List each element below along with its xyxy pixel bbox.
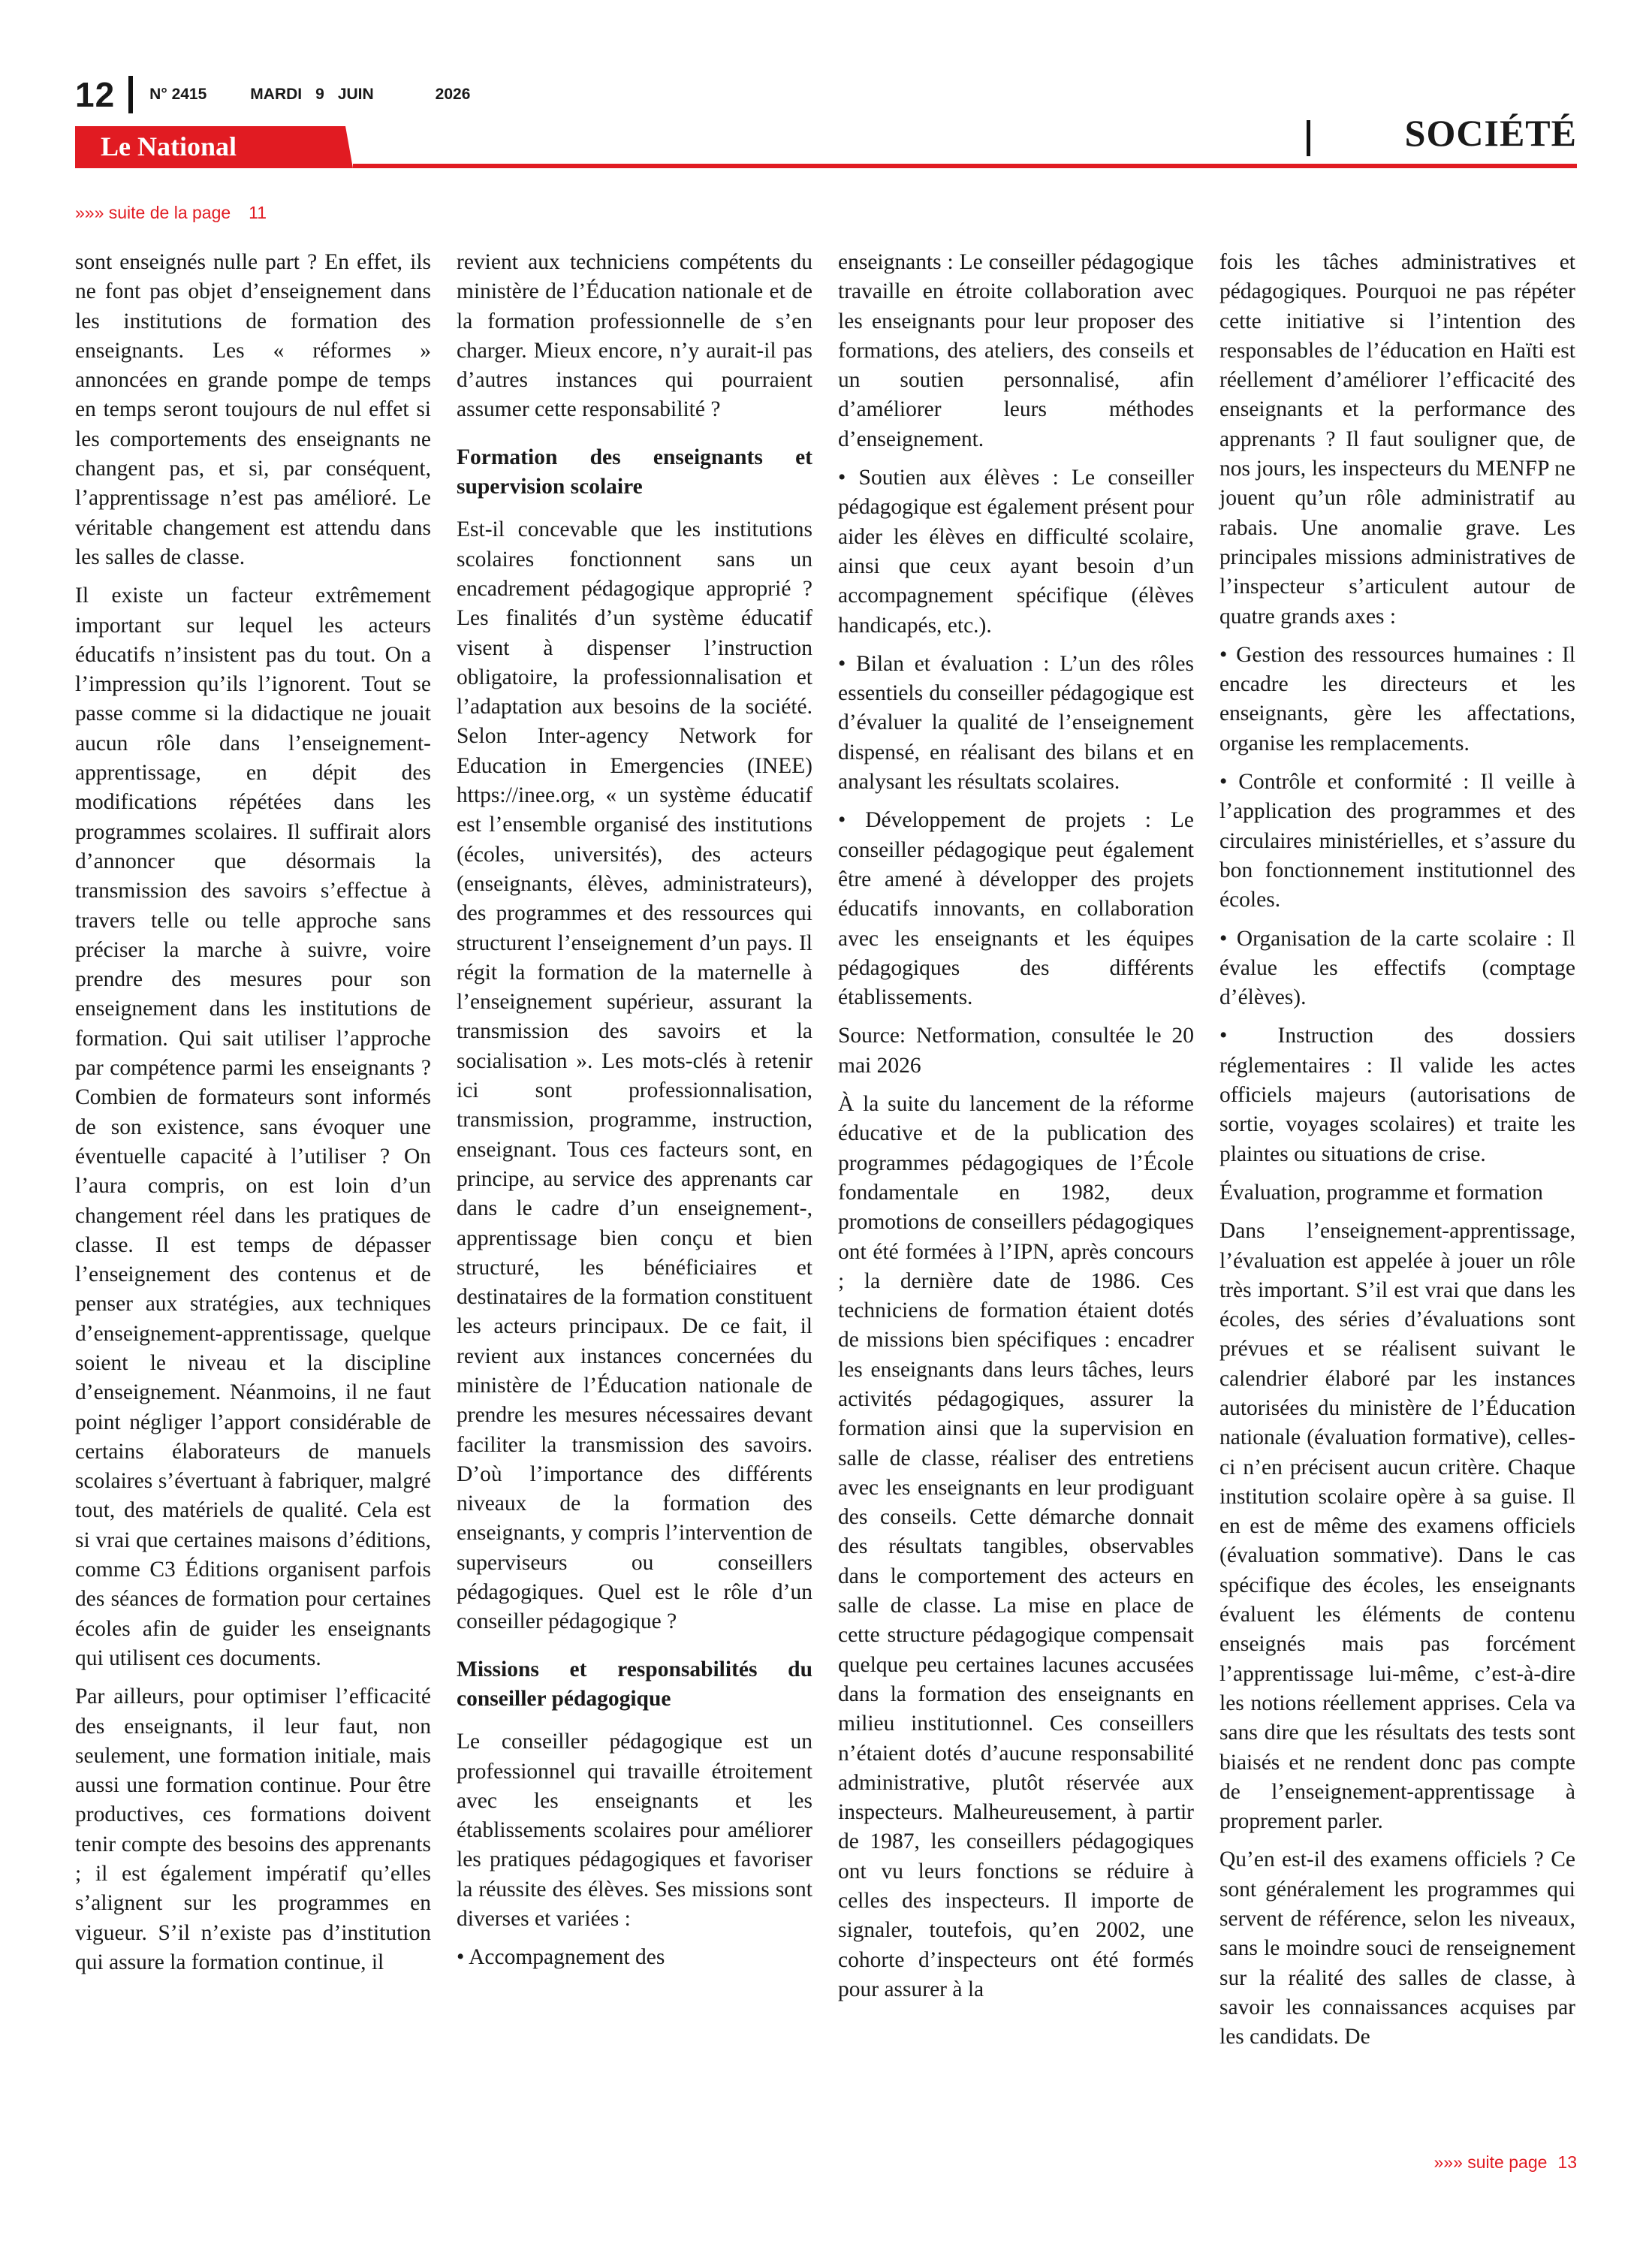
continued-to-label: »»» suite page	[1433, 2152, 1548, 2172]
paragraph: Par ailleurs, pour optimiser l’efficacité des enseignants, il leur faut, non seulement, une formation initiale, mais aussi une formation continue. Pour être productives, ces formations doivent tenir compte des besoins des apprenants ; il est également impératif qu’elles s’alignent sur les programmes en vigueur. S’il n’existe pas d’institution qui assure la formation continue, il	[75, 1684, 431, 1974]
masthead-info	[75, 72, 470, 117]
paragraph: Évaluation, programme et formation	[1219, 1180, 1543, 1205]
bullet-item: • Bilan et évaluation : L’un des rôles essentiels du conseiller pédagogique est d’évaluer la qualité de l’enseignement dispensé, en réalisant des bilans et en analysant les résultats scolaires.	[838, 651, 1194, 795]
paragraph: Il existe un facteur extrêmement important sur lequel les acteurs éducatifs n’insistent pas du tout. On a l’impression qu’ils l’ignorent. Tout se passe comme si la didactique ne jouait aucun rôle dans l’enseignement-apprentissage, en dépit des modifications répétées dans les programmes scolaires. Il suffirait alors d’annoncer que désormais la transmission des savoirs s’effectue à travers telle ou telle approche sans préciser la marche à suivre, voire prendre des mesures pour son enseignement dans les institutions de formation. Qui sait utiliser l’approche par compétence parmi les enseignants ? Combien de formateurs sont informés de son existence, sans évoquer une éventuelle capacité à l’utiliser ? On l’aura compris, on est loin d’un changement réel dans les pratiques de classe. Il est temps de dépasser l’enseignement des contenus et de penser aux stratégies, aux techniques d’enseignement-apprentissage, quelque soient le niveau et la discipline d’enseignement. Néanmoins, il ne faut point négliger l’apport considérable de certains élaborateurs de manuels scolaires s’évertuant à fabriquer, malgré tout, des matériels de qualité. Cela est si vrai que certaines maisons d’éditions, comme C3 Éditions organisent parfois des séances de formation pour certaines écoles afin de guider les enseignants qui utilisent ces documents.	[75, 584, 431, 1670]
page-number: 12	[75, 75, 116, 114]
bullet-item: • Accompagnement des	[457, 1945, 665, 1970]
article-column-2	[457, 248, 812, 1982]
brand-logo: Le National	[101, 131, 237, 161]
bullet-item: • Instruction des dossiers réglementaires : Il valide les actes officiels majeurs (autorisations de sortie, voyages scolaires) et traite les plaintes ou situations de crise.	[1219, 1024, 1575, 1166]
bullet-item: • Organisation de la carte scolaire : Il évalue les effectifs (comptage d’élèves).	[1219, 926, 1575, 1010]
paragraph: Source: Netformation, consultée le 20 mai 2026	[838, 1024, 1194, 1078]
paragraph: fois les tâches administratives et pédagogiques. Pourquoi ne pas répéter cette initiative si l’intention des responsables de l’éducation en Haïti est réellement d’améliorer l’efficacité des enseignants et la performance des apprenants ? Il faut souligner que, de nos jours, les inspecteurs du MENFP ne jouent qu’un rôle administratif au rabais. Une anomalie grave. Les principales missions administratives de l’inspecteur s’articulent autour de quatre grands axes :	[1219, 250, 1575, 629]
article-column-1	[75, 248, 431, 1986]
continued-from	[75, 203, 267, 223]
paragraph: enseignants : Le conseiller pédagogique travaille en étroite collaboration avec les enseignants pour leur proposer des formations, des ateliers, des conseils et un soutien personnalisé, afin d’améliorer leurs méthodes d’enseignement.	[838, 250, 1194, 451]
paragraph: revient aux techniciens compétents du ministère de l’Éducation nationale et de la formation professionnelle de s’en charger. Mieux encore, n’y aurait-il pas d’autres instances qui pourraient assumer cette responsabilité ?	[457, 250, 812, 422]
page-number-divider	[128, 76, 133, 113]
section-title: SOCIÉTÉ	[1404, 112, 1577, 154]
date-month: JUIN	[337, 86, 374, 103]
bullet-item: • Contrôle et conformité : Il veille à l’application des programmes et des circulaires ministérielles, et s’assure du bon fonctionnement institutionnel des écoles.	[1219, 770, 1575, 912]
bullet-item: • Développement de projets : Le conseiller pédagogique peut également être amené à développer des projets éducatifs innovants, en collaboration avec les enseignants et les équipes pédagogiques des différents établissements.	[838, 808, 1194, 1010]
paragraph: Qu’en est-il des examens officiels ? Ce sont généralement les programmes qui servent de référence, selon les niveaux, sans le moindre souci de renseignement sur la réalité des salles de classe, à savoir les connaissances acquises par les candidats. De	[1219, 1847, 1575, 2049]
brand-bar	[75, 126, 1577, 170]
paragraph: sont enseignés nulle part ? En effet, ils ne font pas objet d’enseignement dans les institutions de formation des enseignants. Les « réformes » annoncées en grande pompe de temps en temps seront toujours de nul effet si les comportements des enseignants ne changent pas, et si, par conséquent, l’apprentissage n’est pas amélioré. Le véritable changement est attendu dans les salles de classe.	[75, 250, 431, 569]
paragraph: Dans l’enseignement-apprentissage, l’évaluation est appelée à jouer un rôle très important. S’il est vrai que dans les écoles, des séries d’évaluations sont prévues et se réalisent suivant le calendrier élaboré par les instances autorisées du ministère de l’Éducation nationale (évaluation formative), celles-ci n’en précisent aucun critère. Chaque institution scolaire opère à sa guise. Il en est de même des examens officiels (évaluation sommative). Dans le cas spécifique des écoles, les enseignants évaluent les éléments de contenu enseignés mais pas forcément l’apprentissage lui-même, c’est-à-dire les notions réellement apprises. Cela va sans dire que les résultats des tests sont biaisés et ne rendent donc pas compte de l’enseignement-apprentissage à proprement parler.	[1219, 1219, 1575, 1834]
continued-to	[1434, 2152, 1578, 2173]
article-column-4	[1219, 248, 1575, 2061]
continued-to-page: 13	[1557, 2152, 1577, 2172]
section-divider	[1307, 120, 1310, 156]
article-column-3	[838, 248, 1194, 2013]
brand-rule	[353, 164, 1577, 168]
date-weekday: MARDI	[250, 86, 303, 103]
subheading: Formation des enseignants et supervision scolaire	[457, 445, 812, 499]
paragraph: Le conseiller pédagogique est un professionnel qui travaille étroitement avec les enseignants et les établissements scolaires pour améliorer les pratiques pédagogiques et favoriser la réussite des élèves. Ses missions sont diverses et variées :	[457, 1730, 812, 1932]
paragraph: À la suite du lancement de la réforme éducative et de la publication des programmes pédagogiques de l’École fondamentale en 1982, deux promotions de conseillers pédagogiques ont été formées à l’IPN, après concours ; la dernière date de 1986. Ces techniciens de formation étaient dotés de missions bien spécifiques : encadrer les enseignants dans leurs tâches, leurs activités pédagogiques, assurer la formation ainsi que la supervision en salle de classe, réaliser des entretiens avec les enseignants en leur prodiguant des conseils. Cette démarche donnait des résultats tangibles, observables dans le comportement des acteurs en salle de classe. La mise en place de cette structure pédagogique compensait quelque peu certaines lacunes accusées dans la formation des enseignants en milieu institutionnel. Ces conseillers n’étaient dotés d’aucune responsabilité administrative, plutôt réservée aux inspecteurs. Malheureusement, à partir de 1987, les conseillers pédagogiques ont vu leurs fonctions se réduire à celles des inspecteurs. Il importe de signaler, toutefois, qu’en 2002, une cohorte d’inspecteurs ont été formés pour assurer à la	[838, 1092, 1194, 2001]
continued-from-page: 11	[249, 203, 267, 222]
subheading: Missions et responsabilités du conseiller pédagogique	[457, 1657, 812, 1711]
date-day: 9	[315, 86, 324, 103]
bullet-item: • Soutien aux élèves : Le conseiller pédagogique est également présent pour aider les élèves en difficulté scolaire, ainsi que ceux ayant besoin d’un accompagnement spécifique (élèves handicapés, etc.).	[838, 466, 1194, 638]
bullet-item: • Gestion des ressources humaines : Il encadre les directeurs et les enseignants, gère les affectations, organise les remplacements.	[1219, 642, 1575, 756]
continued-from-label: »»» suite de la page	[75, 203, 231, 222]
paragraph: Est-il concevable que les institutions scolaires fonctionnent sans un encadrement pédagogique approprié ? Les finalités d’un système éducatif visent à dispenser l’instruction obligatoire, la professionnalisation et l’adaptation aux besoins de la société. Selon Inter-agency Network for Education in Emergencies (INEE) https://inee.org, « un système éducatif est l’ensemble organisé des institutions (écoles, universités), des acteurs (enseignants, élèves, administrateurs), des programmes et des ressources qui structurent l’enseignement d’un pays. Il régit la formation de la maternelle à l’enseignement supérieur, assurant la transmission des savoirs et la socialisation ». Les mots-clés à retenir ici sont professionnalisation, transmission, programme, instruction, enseignant. Tous ces facteurs sont, en principe, au service des apprenants car dans le cadre d’un enseignement-, apprentissage bien conçu et bien structuré, les bénéficiaires et destinataires de la formation constituent les acteurs principaux. De ce fait, il revient aux instances concernées du ministère de l’Éducation nationale de prendre les mesures nécessaires devant faciliter la transmission des savoirs. D’où l’importance des différents niveaux de la formation des enseignants, y compris l’intervention de superviseurs ou conseillers pédagogiques. Quel est le rôle d’un conseiller pédagogique ?	[457, 517, 812, 1634]
issue-number: N° 2415	[149, 86, 207, 103]
date-year: 2026	[435, 86, 471, 103]
